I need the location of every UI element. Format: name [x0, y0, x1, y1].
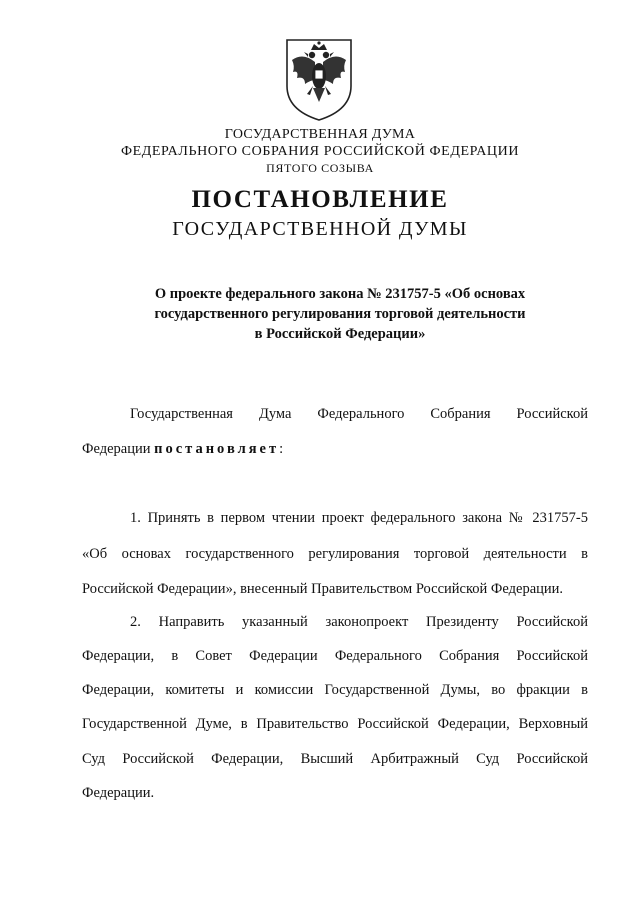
item-2-line: Суд Российской Федерации, Высший Арбитражный Суд Российской	[82, 751, 588, 767]
document-title: ПОСТАНОВЛЕНИЕ	[191, 186, 449, 213]
document-subtitle: ГОСУДАРСТВЕННОЙ ДУМЫ	[172, 218, 468, 240]
coat-of-arms-emblem-icon	[283, 36, 355, 122]
preamble-colon: :	[279, 441, 284, 457]
item-1-line: «Об основах государственного регулирования торговой деятельности в	[82, 546, 588, 562]
preamble-text: Федерации	[82, 441, 155, 457]
item-1-line: Российской Федерации», внесенный Правительством Российской Федерации.	[82, 581, 564, 597]
subject-line: государственного регулирования торговой деятельности	[154, 306, 526, 322]
header-line-federal-assembly: ФЕДЕРАЛЬНОГО СОБРАНИЯ РОССИЙСКОЙ ФЕДЕРАЦИИ	[120, 144, 520, 159]
preamble-line: Государственная Дума Федерального Собрания Российской	[130, 406, 588, 422]
preamble-line	[82, 441, 283, 458]
resolution-subject	[120, 284, 560, 344]
item-2-line: 2. Направить указанный законопроект Президенту Российской	[130, 614, 588, 630]
subject-line: в Российской Федерации»	[254, 326, 426, 342]
item-2-line: Федерации.	[82, 785, 155, 801]
item-2-line: Федерации, в Совет Федерации Федерального Собрания Российской	[82, 648, 588, 664]
preamble-verb: постановляет	[154, 441, 280, 457]
header-line-duma: ГОСУДАРСТВЕННАЯ ДУМА	[224, 127, 416, 142]
header-line-convocation: ПЯТОГО СОЗЫВА	[266, 161, 374, 175]
item-1-line: 1. Принять в первом чтении проект федерального закона № 231757-5	[130, 510, 588, 526]
item-2-line: Государственной Думе, в Правительство Российской Федерации, Верховный	[82, 716, 588, 732]
item-2-line: Федерации, комитеты и комиссии Государственной Думы, во фракции в	[82, 682, 588, 698]
subject-line: О проекте федерального закона № 231757-5 «Об основах	[154, 286, 526, 302]
